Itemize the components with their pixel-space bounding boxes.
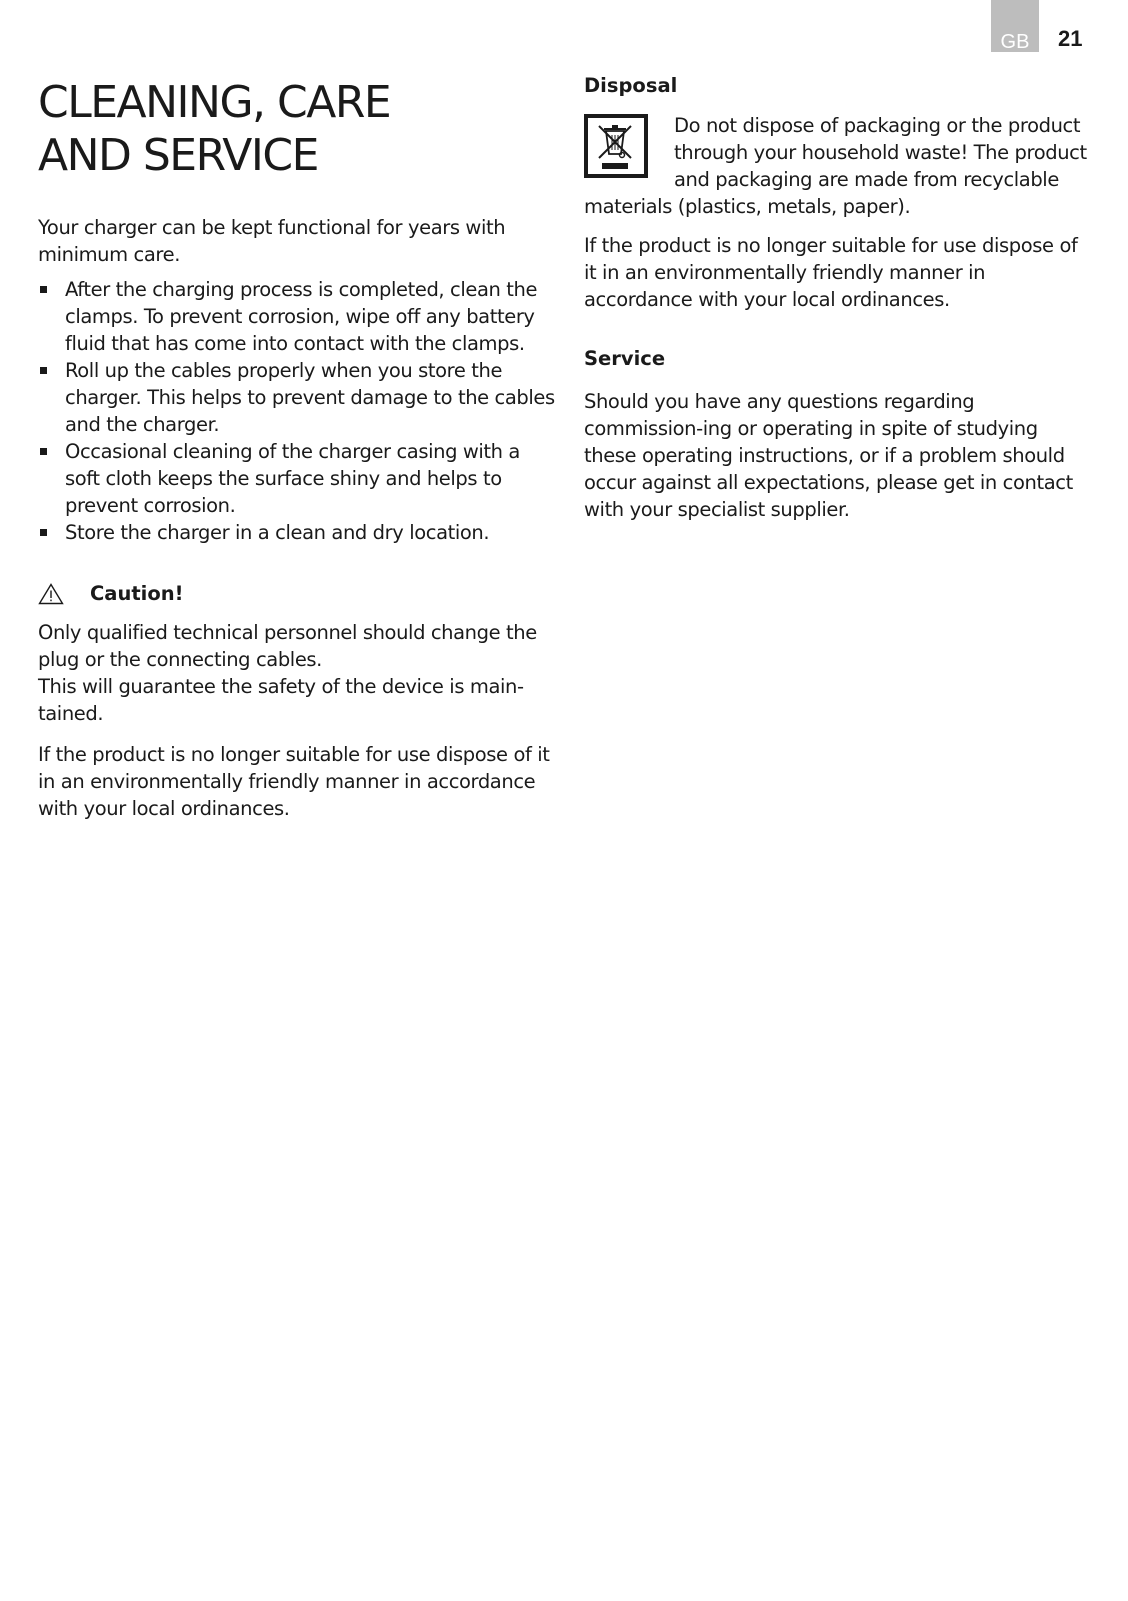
intro-paragraph: Your charger can be kept functional for years with minimum care. <box>38 216 506 266</box>
square-bullet-icon <box>40 448 47 455</box>
caution-text-1: Only qualified technical personnel should change the plug or the connecting cables. <box>38 621 537 671</box>
square-bullet-icon <box>40 367 47 374</box>
page-number: 21 <box>1058 26 1083 51</box>
care-bullet-list <box>38 276 558 546</box>
crossed-out-wheelie-bin-icon <box>584 114 648 178</box>
disposal-heading: Disposal <box>584 74 678 97</box>
disposal-note-left: If the product is no longer suitable for use dispose of it in an environmentally friendly manner in accordance with your local ordinances. <box>38 743 550 820</box>
care-bullet-item <box>38 276 558 357</box>
language-badge-label: GB <box>1000 31 1030 53</box>
service-heading: Service <box>584 347 666 370</box>
left-column <box>38 76 558 822</box>
language-badge <box>991 0 1039 52</box>
page-title-line-2: AND SERVICE <box>38 130 318 181</box>
care-bullet-text: After the charging process is completed, clean the clamps. To prevent corrosion, wipe off any battery fluid that has come into contact with the clamps. <box>65 278 538 355</box>
care-bullet-text: Roll up the cables properly when you store the charger. This helps to prevent damage to the cables and the charger. <box>65 359 555 436</box>
service-text: Should you have any questions regarding commission-ing or operating in spite of studying these operating instructions, or if a problem should occur against all expectations, please get in contact with your specialist supplier. <box>584 390 1073 521</box>
caution-text-2: This will guarantee the safety of the device is main-tained. <box>38 675 524 725</box>
warning-triangle-icon <box>38 583 64 605</box>
caution-heading-label: Caution! <box>90 582 184 605</box>
page-title <box>38 76 558 182</box>
care-bullet-item <box>38 438 558 519</box>
disposal-text-2: If the product is no longer suitable for use dispose of it in an environmentally friendly manner in accordance with your local ordinances. <box>584 234 1078 311</box>
right-column <box>584 72 1092 523</box>
care-bullet-text: Occasional cleaning of the charger casing with a soft cloth keeps the surface shiny and helps to prevent corrosion. <box>65 440 520 517</box>
care-bullet-item <box>38 357 558 438</box>
disposal-block <box>584 112 1092 220</box>
square-bullet-icon <box>40 286 47 293</box>
disposal-text-1: Do not dispose of packaging or the product through your household waste! The product and packaging are made from recyclable materials (plastics, metals, paper). <box>584 114 1087 218</box>
square-bullet-icon <box>40 529 47 536</box>
page-title-line-1: CLEANING, CARE <box>38 77 391 128</box>
care-bullet-text: Store the charger in a clean and dry location. <box>65 521 490 544</box>
care-bullet-item <box>38 519 558 546</box>
caution-heading <box>38 580 558 607</box>
